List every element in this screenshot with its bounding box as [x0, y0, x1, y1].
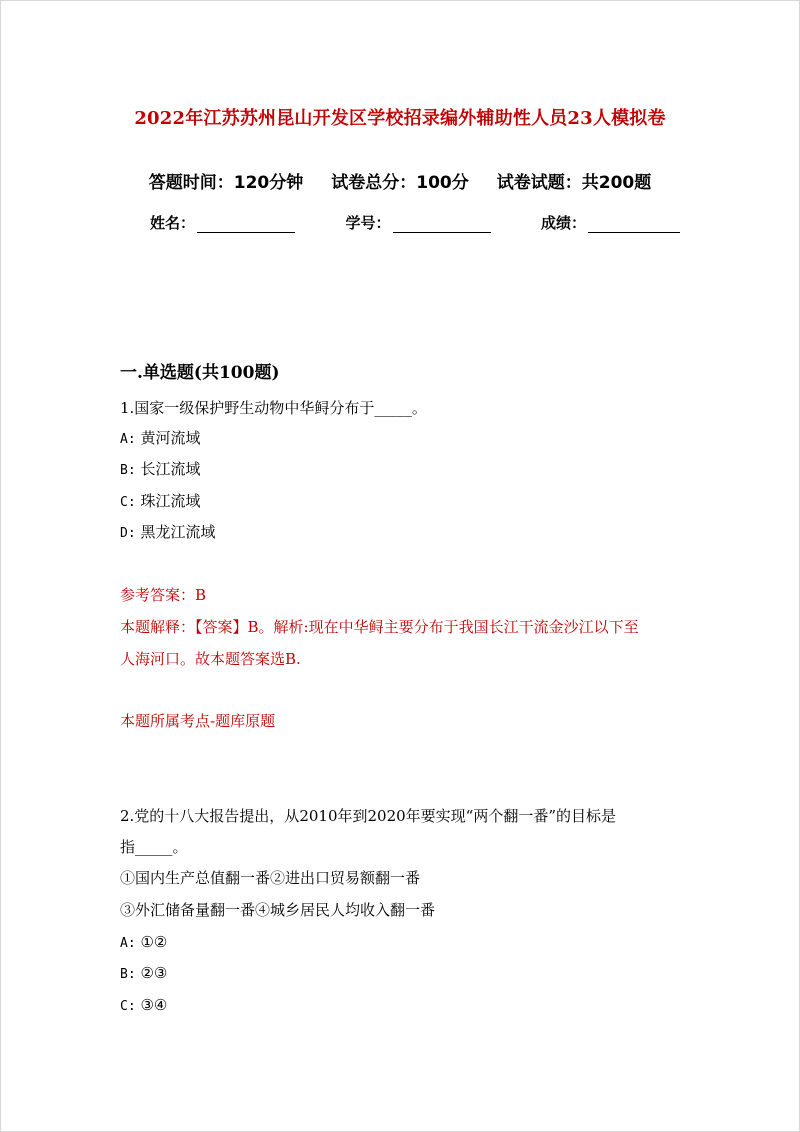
id-label: 学号：	[345, 214, 391, 232]
q1-option-a-text: 黄河流域	[140, 429, 201, 447]
q1-option-c-label: C:	[120, 495, 136, 510]
q2-option-b	[120, 963, 167, 985]
q1-option-a-label: A:	[120, 432, 136, 447]
q2-option-a	[120, 932, 167, 954]
q2-option-c-label: C:	[120, 999, 136, 1014]
score-blank	[588, 216, 680, 233]
exam-meta-row	[0, 168, 800, 193]
q1-option-b-label: B:	[120, 463, 136, 478]
id-field	[345, 212, 490, 233]
q2-option-b-label: B:	[120, 967, 136, 982]
q2-option-c	[120, 995, 167, 1017]
student-info-row	[150, 212, 680, 233]
q1-option-c	[120, 491, 200, 513]
q1-option-b-text: 长江流域	[140, 460, 201, 478]
q1-answer: 参考答案：B	[120, 586, 207, 604]
name-blank	[197, 216, 295, 233]
score-label: 成绩：	[540, 214, 586, 232]
q2-item-line2: ③外汇储备量翻一番④城乡居民人均收入翻一番	[120, 901, 436, 919]
q1-option-c-text: 珠江流域	[140, 492, 201, 510]
q2-stem-line2: 指_____。	[120, 838, 188, 856]
exam-question-count: 试卷试题：共200题	[496, 173, 652, 193]
q1-explanation-line2: 人海河口。故本题答案选B.	[120, 650, 301, 668]
q2-item-line1: ①国内生产总值翻一番②进出口贸易额翻一番	[120, 869, 421, 887]
q1-option-d-label: D:	[120, 526, 136, 541]
q1-option-d	[120, 522, 215, 544]
id-blank	[393, 216, 491, 233]
q1-source: 本题所属考点-题库原题	[120, 712, 276, 730]
name-field	[150, 212, 295, 233]
q1-option-b	[120, 459, 200, 481]
q2-option-a-label: A:	[120, 936, 136, 951]
section-heading: 一.单选题(共100题)	[120, 363, 280, 383]
q1-option-a	[120, 428, 200, 450]
exam-total-score: 试卷总分：100分	[331, 173, 469, 193]
q1-explanation-line1: 本题解释：【答案】B。解析:现在中华鲟主要分布于我国长江干流金沙江以下至	[120, 618, 639, 636]
q1-option-d-text: 黑龙江流域	[140, 523, 216, 541]
q2-option-a-text: ①②	[140, 933, 168, 951]
score-field	[541, 212, 680, 233]
q2-stem-line1: 2.党的十八大报告提出，从2010年到2020年要实现“两个翻一番”的目标是	[120, 807, 616, 825]
q2-option-b-text: ②③	[140, 964, 168, 982]
name-label: 姓名：	[150, 214, 196, 232]
exam-time: 答题时间：120分钟	[148, 173, 304, 193]
document-title: 2022年江苏苏州昆山开发区学校招录编外辅助性人员23人模拟卷	[134, 108, 666, 129]
q2-option-c-text: ③④	[140, 996, 168, 1014]
q1-stem: 1.国家一级保护野生动物中华鲟分布于_____。	[120, 399, 427, 417]
